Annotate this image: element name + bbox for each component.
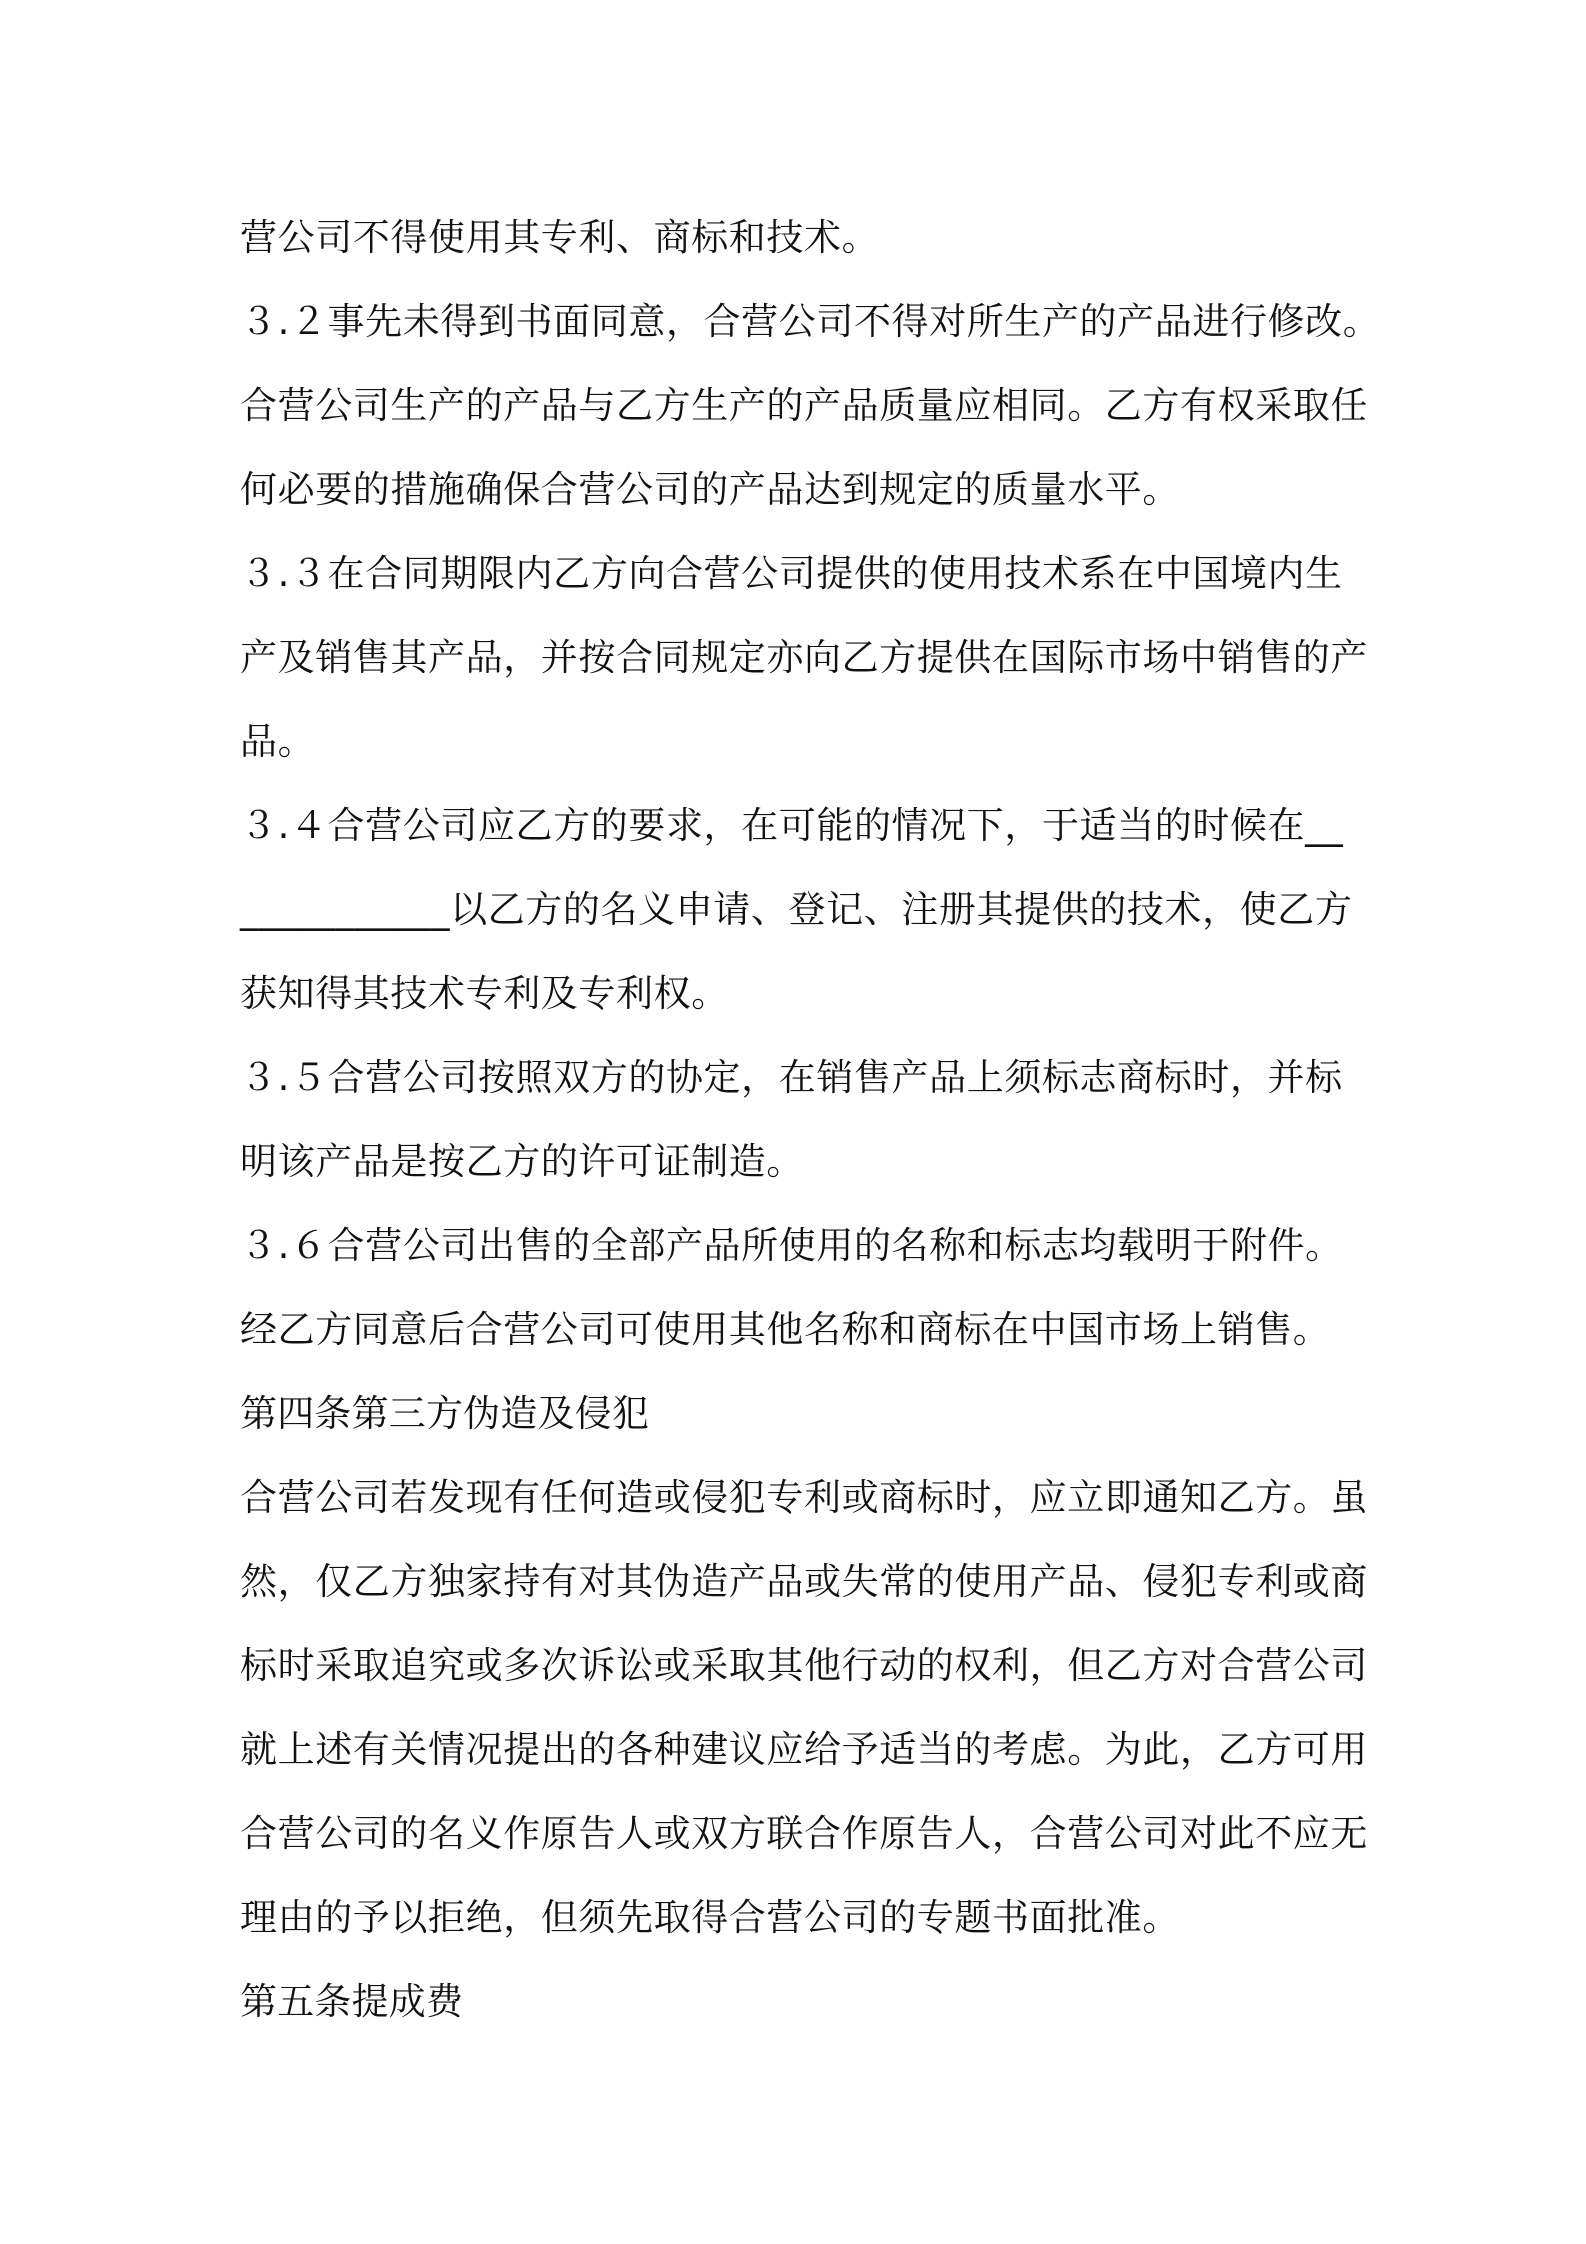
clause-3-3-line: ３.３在合同期限内乙方向合营公司提供的使用技术系在中国境内生 bbox=[240, 552, 1343, 595]
text-line: 合营公司若发现有任何造或侵犯专利或商标时，应立即通知乙方。虽 bbox=[240, 1476, 1368, 1519]
text-line: 合营公司生产的产品与乙方生产的产品质量应相同。乙方有权采取任 bbox=[240, 384, 1368, 427]
article-5-heading: 第五条提成费 bbox=[240, 1980, 464, 2023]
text-line: 就上述有关情况提出的各种建议应给予适当的考虑。为此，乙方可用 bbox=[240, 1728, 1368, 1771]
text-line: 经乙方同意后合营公司可使用其他名称和商标在中国市场上销售。 bbox=[240, 1308, 1331, 1351]
text-line: 然，仅乙方独家持有对其伪造产品或失常的使用产品、侵犯专利或商 bbox=[240, 1560, 1368, 1603]
clause-3-2-line: ３.２事先未得到书面同意，合营公司不得对所生产的产品进行修改。 bbox=[240, 300, 1381, 343]
text-line: 明该产品是按乙方的许可证制造。 bbox=[240, 1140, 804, 1183]
clause-3-5-line: ３.５合营公司按照双方的协定，在销售产品上须标志商标时，并标 bbox=[240, 1056, 1343, 1099]
text-line: 品。 bbox=[240, 720, 316, 763]
article-4-heading: 第四条第三方伪造及侵犯 bbox=[240, 1392, 650, 1435]
text-line: 理由的予以拒绝，但须先取得合营公司的专题书面批准。 bbox=[240, 1896, 1180, 1939]
text-line: 合营公司的名义作原告人或双方联合作原告人，合营公司对此不应无 bbox=[240, 1812, 1368, 1855]
text-line: 标时采取追究或多次诉讼或采取其他行动的权利，但乙方对合营公司 bbox=[240, 1644, 1368, 1687]
text-line: 何必要的措施确保合营公司的产品达到规定的质量水平。 bbox=[240, 468, 1180, 511]
text-line: 产及销售其产品，并按合同规定亦向乙方提供在国际市场中销售的产 bbox=[240, 636, 1368, 679]
clause-3-4-line: ３.４合营公司应乙方的要求，在可能的情况下，于适当的时候在__ bbox=[240, 804, 1344, 847]
document-body bbox=[240, 196, 1381, 2044]
clause-3-6-line: ３.６合营公司出售的全部产品所使用的名称和标志均载明于附件。 bbox=[240, 1224, 1343, 1267]
text-line: 营公司不得使用其专利、商标和技术。 bbox=[240, 216, 880, 259]
blank-fill-line: ___________以乙方的名义申请、登记、注册其提供的技术，使乙方 bbox=[240, 888, 1353, 931]
text-line: 获知得其技术专利及专利权。 bbox=[240, 972, 729, 1015]
